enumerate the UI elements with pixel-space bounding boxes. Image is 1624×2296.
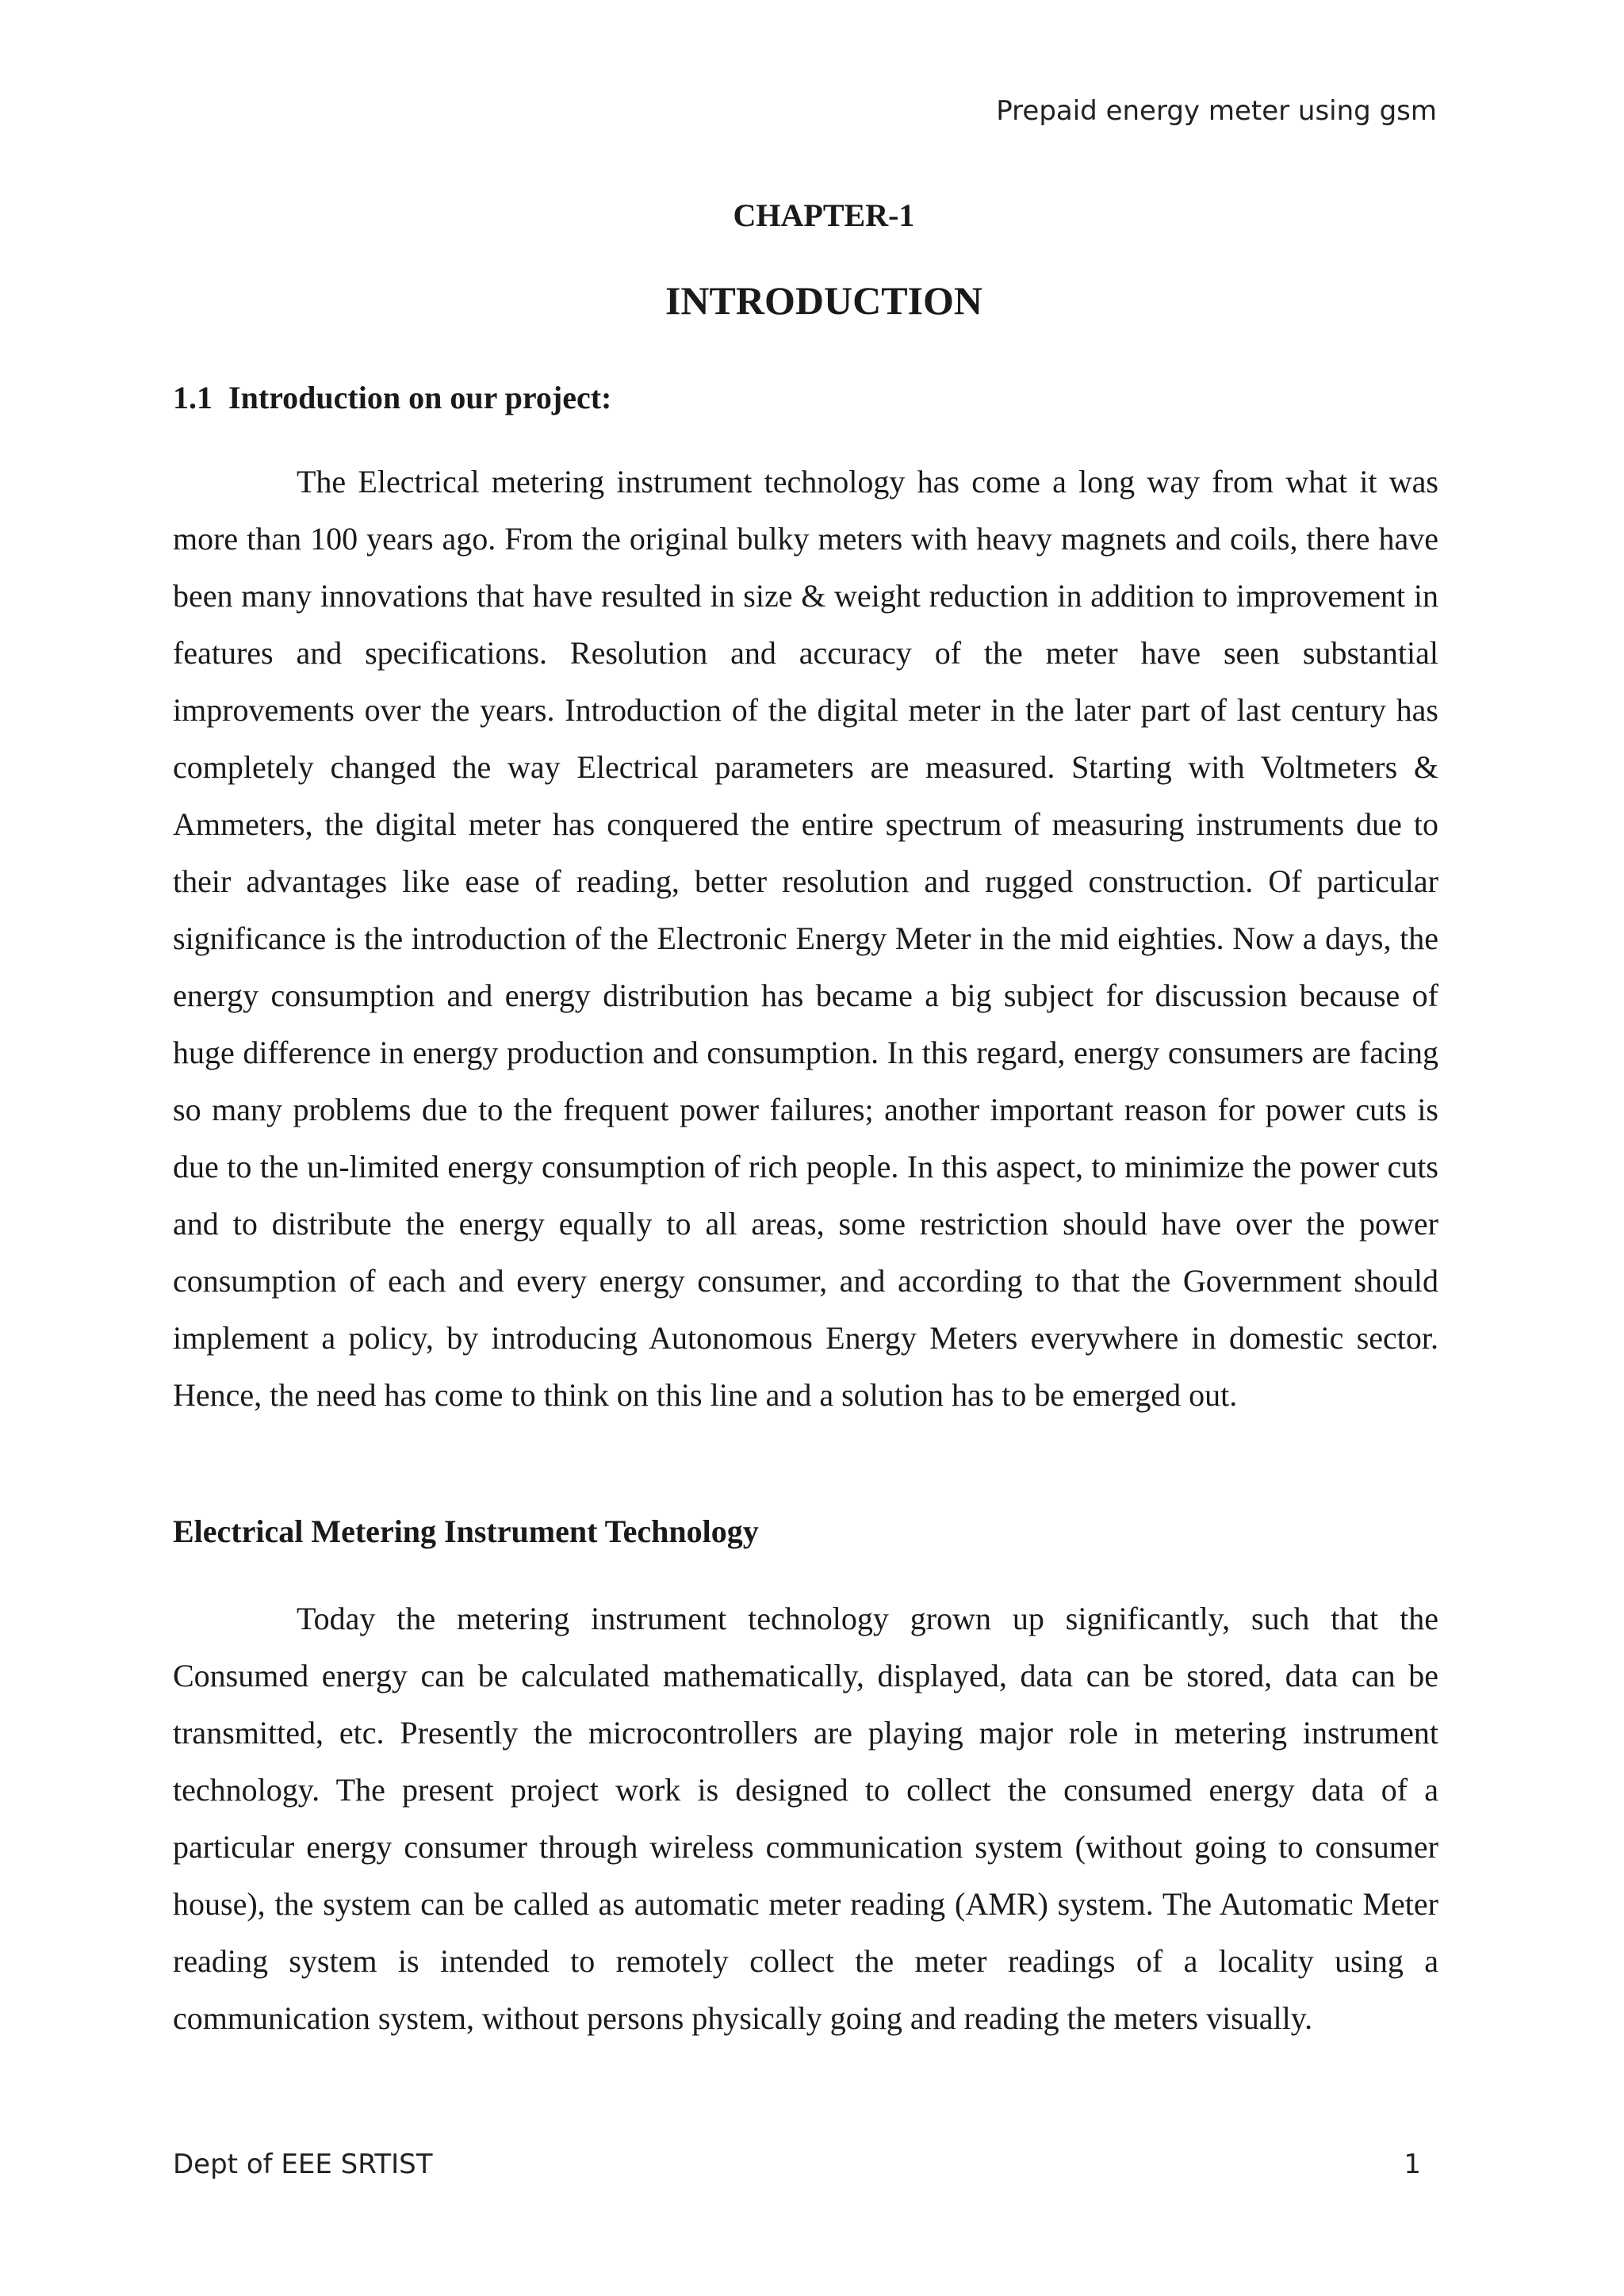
- body-paragraph: Today the metering instrument technology grown up significantly, such that the Consumed energy can be calculated mathematically, displayed, data can be stored, data can be transmitted, etc. Presently the microcontrollers are playing major role in metering instrument technology. The present project work is designed to collect the consumed energy data of a particular energy consumer through wireless communication system (without going to consumer house), the system can be called as automatic meter reading (AMR) system. The Automatic Meter reading system is intended to remotely collect the meter readings of a locality using a communication system, without persons physically going and reading the meters visually.: [173, 1601, 1438, 2036]
- subsection-heading: Electrical Metering Instrument Technology: [173, 1513, 759, 1549]
- section-heading: 1.1 Introduction on our project:: [173, 380, 612, 415]
- chapter-label: CHAPTER-1: [733, 197, 915, 233]
- body-paragraph: The Electrical metering instrument technology has come a long way from what it was more than 100 years ago. From the original bulky meters with heavy magnets and coils, there have been many innovations that have resulted in size & weight reduction in addition to improvement in features and specifications. Resolution and accuracy of the meter have seen substantial improvements over the years. Introduction of the digital meter in the later part of last century has completely changed the way Electrical parameters are measured. Starting with Voltmeters & Ammeters, the digital meter has conquered the entire spectrum of measuring instruments due to their advantages like ease of reading, better resolution and rugged construction. Of particular significance is the introduction of the Electronic Energy Meter in the mid eighties. Now a days, the energy consumption and energy distribution has became a big subject for discussion because of huge difference in energy production and consumption. In this regard, energy consumers are facing so many problems due to the frequent power failures; another important reason for power cuts is due to the un-limited energy consumption of rich people. In this aspect, to minimize the power cuts and to distribute the energy equally to all areas, some restriction should have over the power consumption of each and every energy consumer, and according to that the Government should implement a policy, by introducing Autonomous Energy Meters everywhere in domestic sector. Hence, the need has come to think on this line and a solution has to be emerged out.: [173, 464, 1438, 1413]
- running-header: Prepaid energy meter using gsm: [996, 95, 1437, 127]
- footer-department: Dept of EEE SRTIST: [173, 2149, 433, 2180]
- page-number: 1: [1404, 2149, 1421, 2180]
- chapter-title: INTRODUCTION: [665, 278, 983, 323]
